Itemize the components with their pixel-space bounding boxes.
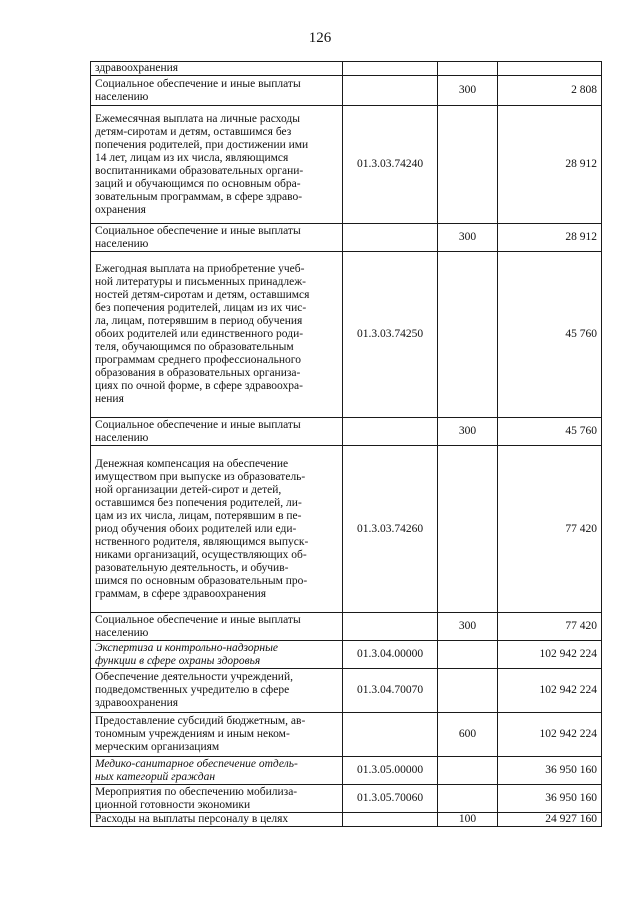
expense-name-line: зовательным программам, в сфере здраво- [95,190,303,203]
expense-name-line: Денежная компенсация на обеспечение [95,457,289,470]
amount-cell [498,62,602,76]
expense-type-cell [438,785,498,813]
expense-type-cell: 300 [438,76,498,106]
table-row [91,106,602,224]
target-code-cell [343,418,438,446]
amount-cell: 36 950 160 [498,757,602,785]
expense-type-cell: 300 [438,613,498,641]
table-row [91,713,602,757]
amount-cell: 45 760 [498,252,602,418]
amount-cell: 77 420 [498,613,602,641]
expense-name-line: нственного родителя, являющимся выпуск- [95,535,309,548]
expense-name-cell [91,418,343,446]
expense-name-line: Обеспечение деятельности учреждений, [95,671,293,683]
expense-name-line: здравоохранения [95,62,179,74]
expense-name-line: заций и обучающимся по основным обра- [95,177,301,190]
expense-name-cell [91,62,343,76]
expense-name-line: ной литературы и письменных принадлеж- [95,276,307,288]
expense-name-line: Социальное обеспечение и иные выплаты [95,224,301,237]
expense-type-cell [438,669,498,713]
table-row [91,446,602,613]
expense-type-cell [438,641,498,669]
expense-name-line: имуществом при выпуске из образователь- [95,470,306,483]
expense-name-line: образования в образовательных организа- [95,367,301,379]
expense-name-line: разовательную деятельность, и обучив- [95,561,289,574]
amount-cell: 102 942 224 [498,641,602,669]
expense-name-line: Социальное обеспечение и иные выплаты [95,613,301,626]
expense-name-line: циях по очной форме, в сфере здравоохра- [95,380,303,392]
table-row [91,757,602,785]
target-code-cell: 01.3.04.00000 [343,641,438,669]
expense-name-cell [91,813,343,827]
expense-type-cell: 600 [438,713,498,757]
target-code-cell [343,62,438,76]
target-code-cell: 01.3.05.70060 [343,785,438,813]
expense-name-line: ных категорий граждан [95,770,216,783]
expense-name-line: ной организации детей-сирот и детей, [95,483,282,496]
table-row [91,224,602,252]
table-row [91,669,602,713]
expense-type-cell [438,62,498,76]
expense-name-line: подведомственных учредителю в сфере [95,684,290,696]
page-number: 126 [308,30,332,46]
expense-name-line: Ежегодная выплата на приобретение учеб- [95,263,305,275]
expense-name-cell [91,252,343,418]
expense-name-line: ционной готовности экономики [95,798,251,811]
target-code-cell: 01.3.04.70070 [343,669,438,713]
budget-table [90,61,602,827]
expense-name-line: ностей детям-сиротам и детям, оставшимся [95,289,310,301]
expense-name-cell [91,446,343,613]
expense-name-line: мерческим организациям [95,741,220,753]
amount-cell: 77 420 [498,446,602,613]
expense-name-line: Предоставление субсидий бюджетным, ав- [95,715,306,727]
amount-cell: 36 950 160 [498,785,602,813]
target-code-cell: 01.3.03.74240 [343,106,438,224]
target-code-cell [343,613,438,641]
target-code-cell: 01.3.03.74260 [343,446,438,613]
expense-type-cell: 300 [438,418,498,446]
expense-name-line: тономным учреждениям и иным неком- [95,728,290,740]
expense-name-line: никами организаций, осуществляющих об- [95,548,307,561]
expense-name-line: Расходы на выплаты персоналу в целях [95,813,289,825]
expense-name-cell [91,713,343,757]
expense-name-line: цам из их числа, лицам, потерявшим в пе- [95,509,302,522]
amount-cell: 102 942 224 [498,669,602,713]
target-code-cell [343,713,438,757]
expense-type-cell [438,252,498,418]
expense-name-line: Мероприятия по обеспечению мобилиза- [95,785,298,798]
expense-name-line: Социальное обеспечение и иные выплаты [95,418,301,431]
table-row [91,785,602,813]
expense-name-line: 14 лет, лицам из их числа, являющимся [95,151,289,164]
expense-type-cell: 300 [438,224,498,252]
amount-cell: 24 927 160 [498,813,602,827]
expense-name-cell [91,613,343,641]
expense-type-cell: 100 [438,813,498,827]
target-code-cell [343,76,438,106]
expense-name-line: охранения [95,203,146,216]
table-row [91,62,602,76]
amount-cell: 28 912 [498,224,602,252]
expense-name-line: граммам, в сфере здравоохранения [95,587,267,600]
expense-name-line: функции в сфере охраны здоровья [95,654,261,667]
expense-name-line: обоих родителей или единственного роди- [95,328,304,340]
expense-name-line: оставшимся без попечения родителей, ли- [95,496,302,509]
expense-name-line: населению [95,626,149,639]
expense-name-line: нения [95,393,124,405]
expense-type-cell [438,106,498,224]
table-row [91,418,602,446]
expense-name-line: Медико-санитарное обеспечение отдель- [95,757,298,770]
target-code-cell: 01.3.05.00000 [343,757,438,785]
expense-type-cell [438,757,498,785]
expense-name-line: здравоохранения [95,697,179,709]
target-code-cell [343,224,438,252]
expense-name-cell [91,106,343,224]
expense-name-cell [91,76,343,106]
expense-name-line: программам среднего профессионального [95,354,301,366]
expense-name-line: без попечения родителей, лицам из их чис- [95,302,307,314]
table-row [91,641,602,669]
target-code-cell: 01.3.03.74250 [343,252,438,418]
expense-name-cell [91,669,343,713]
expense-name-line: воспитанниками образовательных органи- [95,164,304,177]
amount-cell: 102 942 224 [498,713,602,757]
expense-name-line: риод обучения обоих родителей или еди- [95,522,297,535]
expense-name-cell [91,224,343,252]
amount-cell: 2 808 [498,76,602,106]
table-row [91,613,602,641]
amount-cell: 28 912 [498,106,602,224]
expense-name-line: детям-сиротам и детям, оставшимся без [95,125,292,138]
expense-name-line: теля, обучающимся по образовательным [95,341,294,353]
table-row [91,813,602,827]
expense-name-line: попечения родителей, при достижении ими [95,138,309,151]
expense-name-line: Ежемесячная выплата на личные расходы [95,112,300,125]
expense-name-line: шимся по основным образовательным про- [95,574,308,587]
amount-cell: 45 760 [498,418,602,446]
expense-name-line: ла, лицам, потерявшим в период обучения [95,315,303,327]
target-code-cell [343,813,438,827]
expense-name-cell [91,641,343,669]
expense-name-line: Экспертиза и контрольно-надзорные [95,641,278,654]
table-row [91,76,602,106]
budget-table-body [91,62,602,827]
expense-name-line: Социальное обеспечение и иные выплаты [95,77,301,90]
expense-name-line: населению [95,90,149,103]
expense-name-line: населению [95,237,149,250]
expense-name-cell [91,785,343,813]
table-row [91,252,602,418]
expense-type-cell [438,446,498,613]
expense-name-cell [91,757,343,785]
expense-name-line: населению [95,431,149,444]
